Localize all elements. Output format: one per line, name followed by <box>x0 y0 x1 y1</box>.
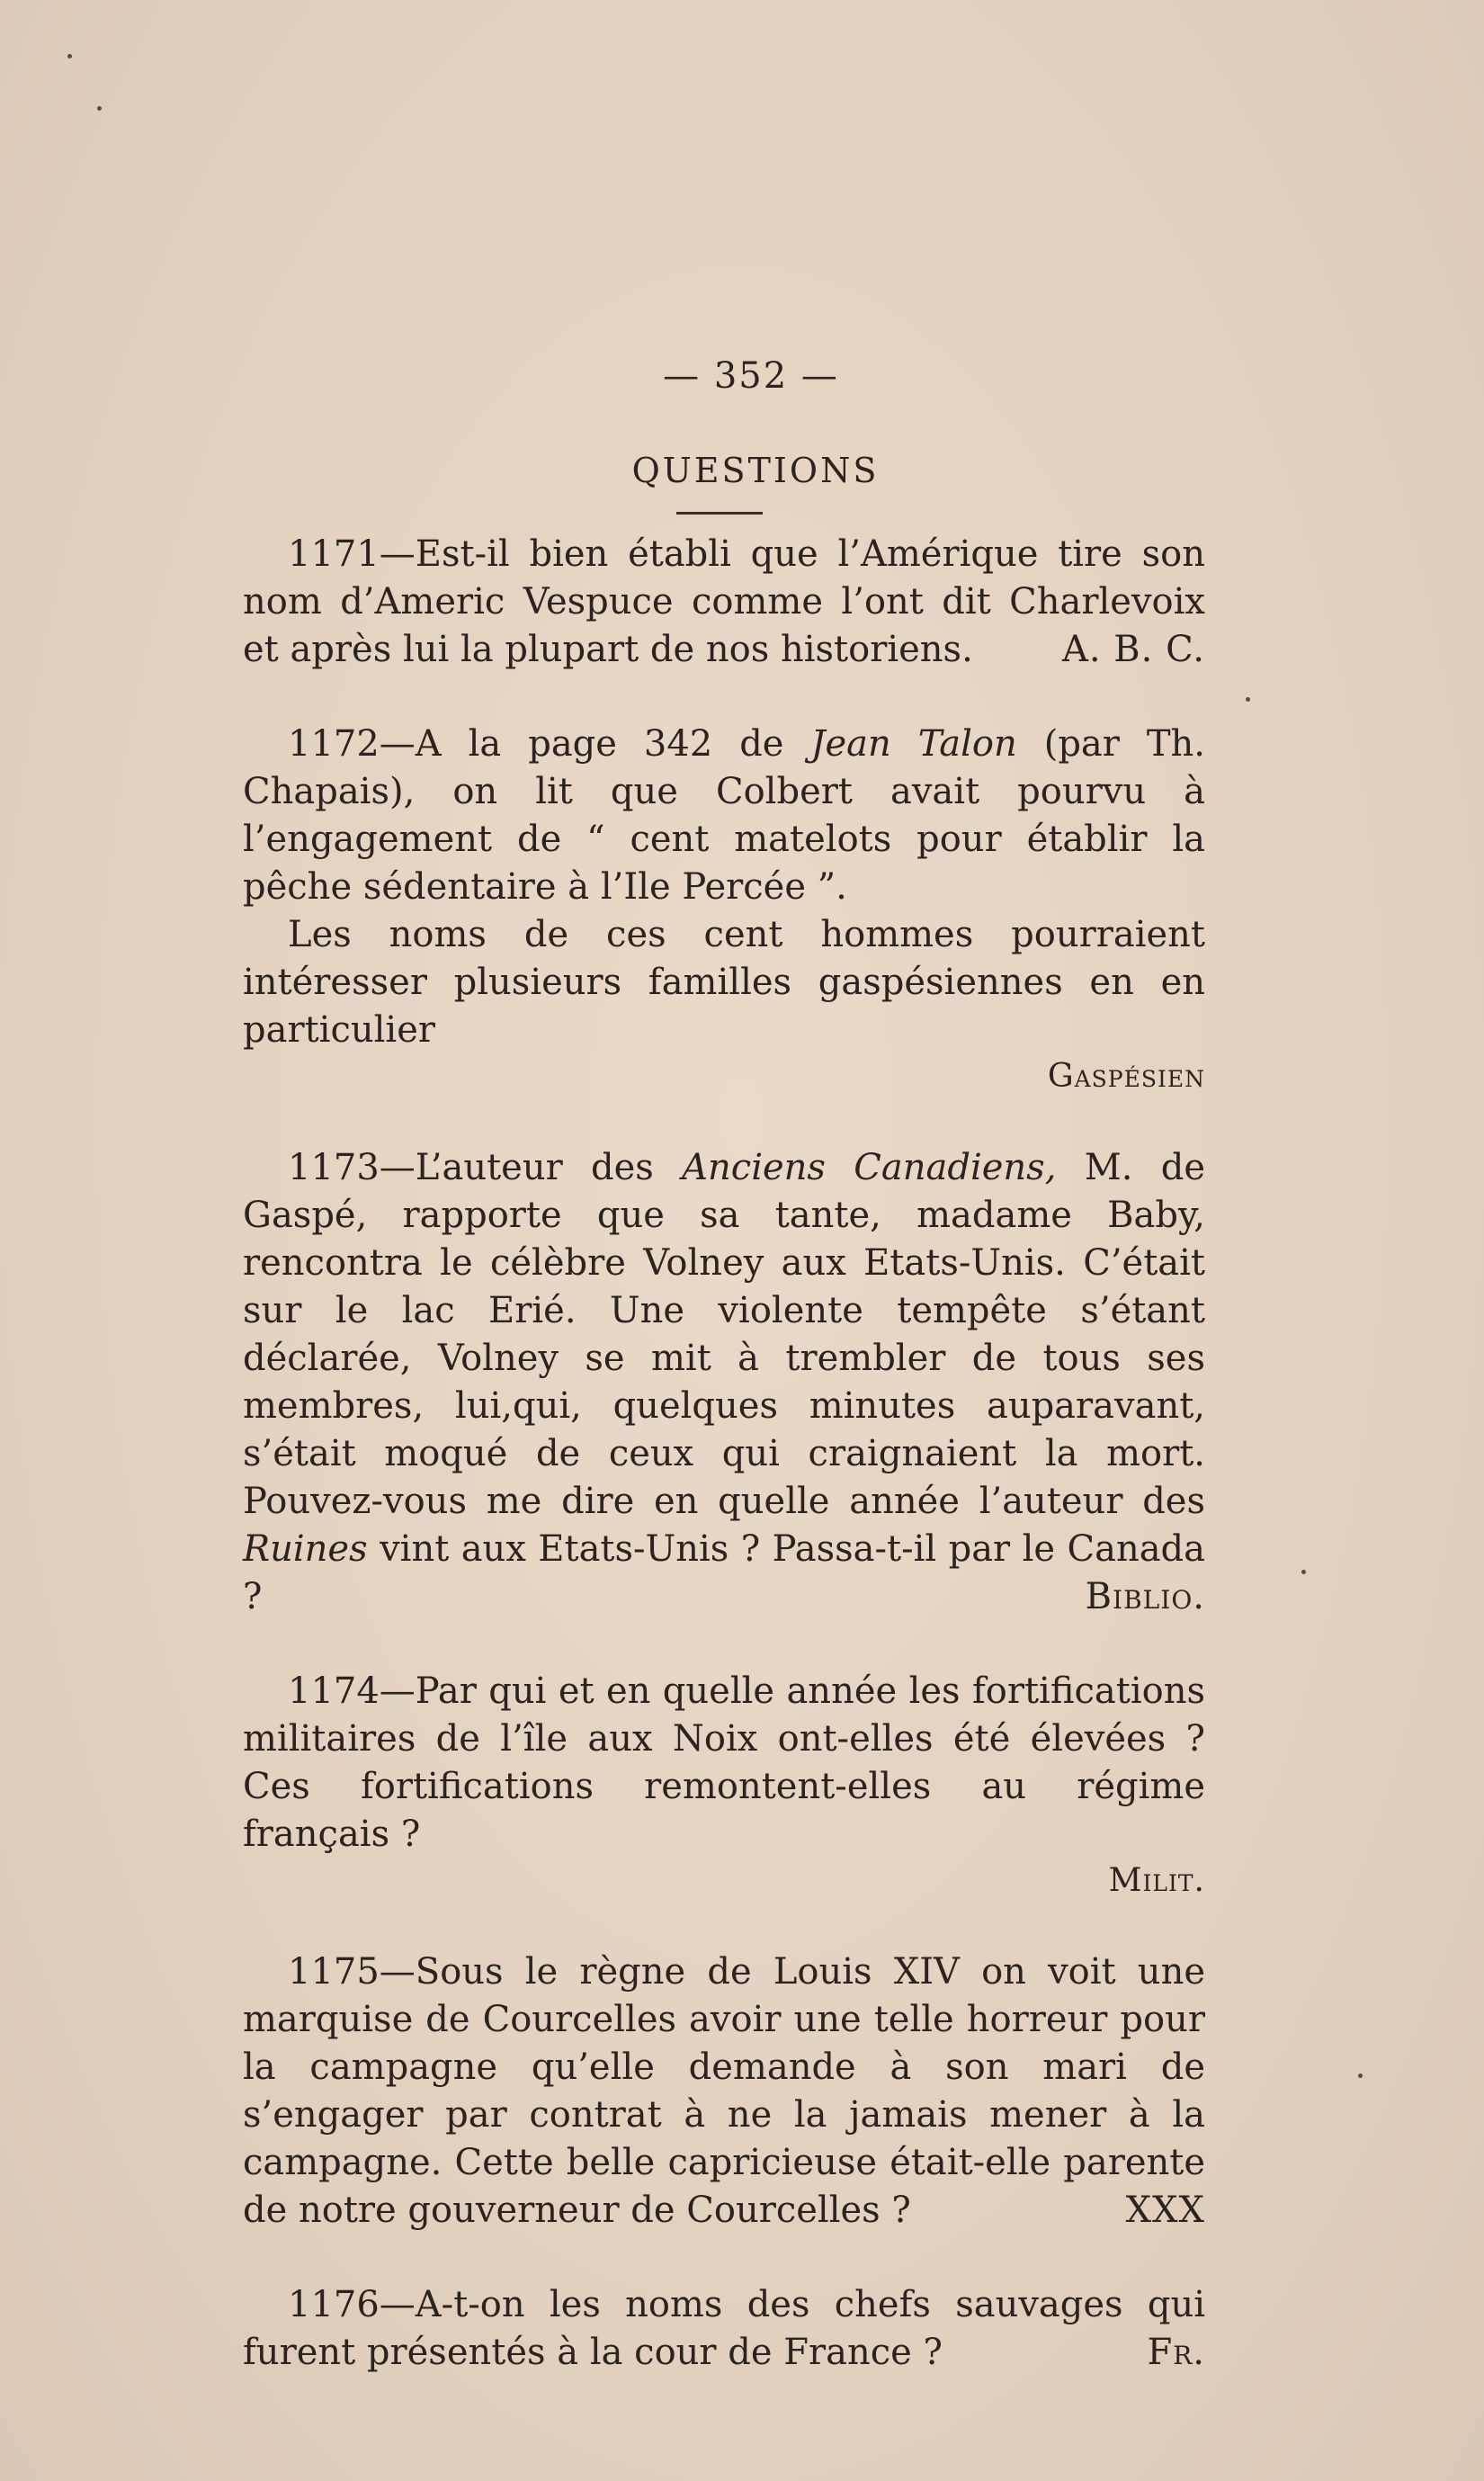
question-text-continued: Les noms de ces cent hommes pourraient intéresser plusieurs familles gaspésiennes en en particulier <box>243 914 1205 1051</box>
question-signature: A. B. C. <box>1061 629 1205 670</box>
question-signature: Fr. <box>1147 2332 1205 2373</box>
question-entry-1174 <box>243 1668 1205 1902</box>
question-signature: Gaspésien <box>1047 1058 1205 1095</box>
question-text: 1175—Sous le règne de Louis XIV on voit une marquise de Courcelles avoir une telle horreur pour la campagne qu’elle demande à son mari de s’engager par contrat à ne la jamais mener à la campagne. Cette belle capricieuse était-elle parente de notre gouverneur de Courcelles ? XXX <box>243 1948 1205 2235</box>
ink-speck <box>1301 1570 1306 1574</box>
question-signature: XXX <box>1125 2190 1205 2231</box>
ink-speck <box>97 106 102 111</box>
question-entry-1172 <box>243 721 1205 1097</box>
ink-speck <box>1246 697 1250 702</box>
question-text: 1172—A la page 342 de Jean Talon (par Th. Chapais), on lit que Colbert avait pourvu à l’engagement de “ cent matelots pour établir la pêche sédentaire à l’Ile Percée ”. <box>243 723 1205 908</box>
question-text: 1174—Par qui et en quelle année les fortifications militaires de l’île aux Noix ont-elles été élevées ? Ces fortifications remontent-elles au régime français ? <box>243 1670 1205 1855</box>
question-entry-1176 <box>243 2281 1205 2377</box>
question-entry-1173 <box>243 1144 1205 1621</box>
question-text: 1171—Est-il bien établi que l’Amérique tire son nom d’Americ Vespuce comme l’ont dit Charlevoix et après lui la plupart de nos historiens. A. B. C. <box>243 531 1205 674</box>
ink-speck <box>67 54 72 58</box>
title-divider <box>676 512 763 515</box>
question-entry-1175 <box>243 1948 1205 2235</box>
page-number: — 352 — <box>663 355 839 397</box>
question-entry-1171 <box>243 531 1205 674</box>
ink-speck <box>1358 2073 1363 2078</box>
question-text: 1173—L’auteur des Anciens Canadiens, M. de Gaspé, rapporte que sa tante, madame Baby, rencontra le célèbre Volney aux Etats-Unis. C’était sur le lac Erié. Une violente tempête s’étant déclarée, Volney se mit à trembler de tous ses membres, lui,qui, quelques minutes auparavant, s’était moqué de ceux qui craignaient la mort. Pouvez-vous me dire en quelle année l’auteur des Ruines vint aux Etats-Unis ? Passa-t-il par le Canada ? Biblio. <box>243 1144 1205 1621</box>
page-content <box>243 355 1205 2423</box>
question-signature: Biblio. <box>1085 1576 1205 1617</box>
question-signature: Milit. <box>1108 1862 1205 1899</box>
question-text: 1176—A-t-on les noms des chefs sauvages qui furent présentés à la cour de France ? Fr. <box>243 2281 1205 2377</box>
section-title: QUESTIONS <box>631 451 880 490</box>
